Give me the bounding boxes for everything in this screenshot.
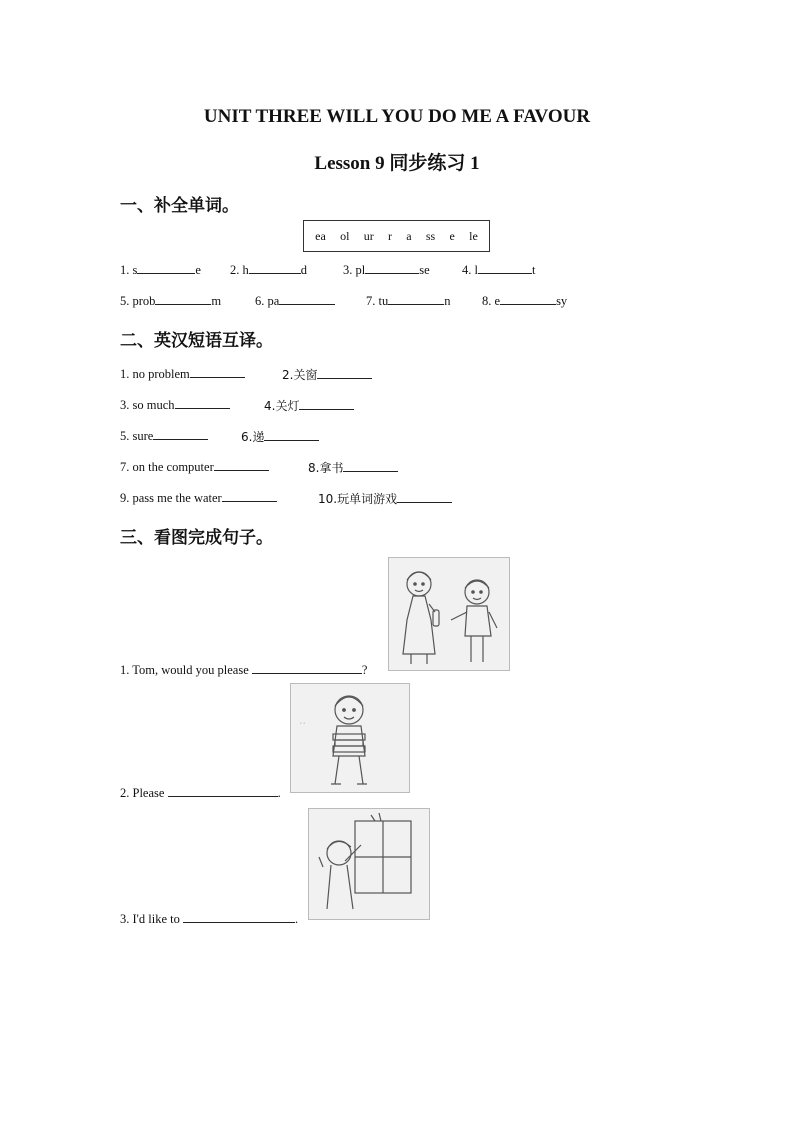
word-item: 8. e sy <box>482 294 568 308</box>
word-item: 7. tu n <box>366 294 451 308</box>
letter-item: ss <box>425 228 436 243</box>
unit-title: UNIT THREE WILL YOU DO ME A FAVOUR <box>203 106 591 127</box>
answer-blank[interactable] <box>190 366 245 378</box>
answer-blank[interactable] <box>153 428 208 440</box>
part3-heading: 三、看图完成句子。 <box>120 528 273 548</box>
phrase-item: 8.拿书 <box>308 459 398 476</box>
answer-blank[interactable] <box>500 293 556 305</box>
faint-watermark-text: .. <box>299 713 306 728</box>
part1-heading: 一、补全单词。 <box>120 196 239 216</box>
answer-blank[interactable] <box>478 262 532 274</box>
letter-item: ea <box>315 228 326 243</box>
word-item: 4. l t <box>462 263 536 277</box>
answer-blank[interactable] <box>183 911 295 923</box>
letter-item: e <box>449 228 455 243</box>
answer-blank[interactable] <box>279 293 335 305</box>
answer-blank[interactable] <box>397 491 452 503</box>
word-item: 3. pl se <box>343 263 430 277</box>
phrase-item: 2.关窗 <box>282 366 372 383</box>
letter-item: r <box>387 228 392 243</box>
answer-blank[interactable] <box>155 293 211 305</box>
letter-item: ol <box>340 228 350 243</box>
word-item: 5. prob m <box>120 294 222 308</box>
answer-blank[interactable] <box>365 262 419 274</box>
phrase-item: 6.递 <box>241 428 319 445</box>
letter-item: ur <box>363 228 374 243</box>
phrase-item: 10.玩单词游戏 <box>318 490 452 507</box>
child-books-drawing <box>291 684 409 792</box>
illustration-two-children <box>388 557 510 671</box>
word-item: 2. h d <box>230 263 307 277</box>
part2-heading: 二、英汉短语互译。 <box>120 331 273 351</box>
illustration-child-with-books <box>290 683 410 793</box>
phrase-item: 5. sure <box>120 428 208 444</box>
lesson-title: Lesson 9 同步练习 1 <box>314 153 480 174</box>
word-item: 6. pa <box>255 293 335 309</box>
sentence-2: 2. Please . <box>120 786 281 800</box>
answer-blank[interactable] <box>168 785 278 797</box>
answer-blank[interactable] <box>249 262 301 274</box>
letter-item: a <box>406 228 412 243</box>
answer-blank[interactable] <box>317 367 372 379</box>
answer-blank[interactable] <box>264 429 319 441</box>
phrase-item: 3. so much <box>120 397 230 413</box>
letter-bank <box>303 220 490 252</box>
phrase-item: 9. pass me the water <box>120 490 277 506</box>
answer-blank[interactable] <box>299 398 354 410</box>
word-item: 1. s e <box>120 263 201 277</box>
phrase-item: 4.关灯 <box>264 397 354 414</box>
illustration-opening-window <box>308 808 430 920</box>
sentence-3: 3. I'd like to . <box>120 912 299 926</box>
two-children-drawing <box>389 558 509 670</box>
answer-blank[interactable] <box>137 262 195 274</box>
letter-item: le <box>469 228 478 243</box>
sentence-1: 1. Tom, would you please ? <box>120 663 368 677</box>
answer-blank[interactable] <box>343 460 398 472</box>
window-drawing <box>309 809 429 919</box>
answer-blank[interactable] <box>214 459 269 471</box>
answer-blank[interactable] <box>388 293 444 305</box>
phrase-item: 1. no problem <box>120 366 245 382</box>
answer-blank[interactable] <box>252 662 362 674</box>
answer-blank[interactable] <box>222 490 277 502</box>
answer-blank[interactable] <box>175 397 230 409</box>
phrase-item: 7. on the computer <box>120 459 269 475</box>
